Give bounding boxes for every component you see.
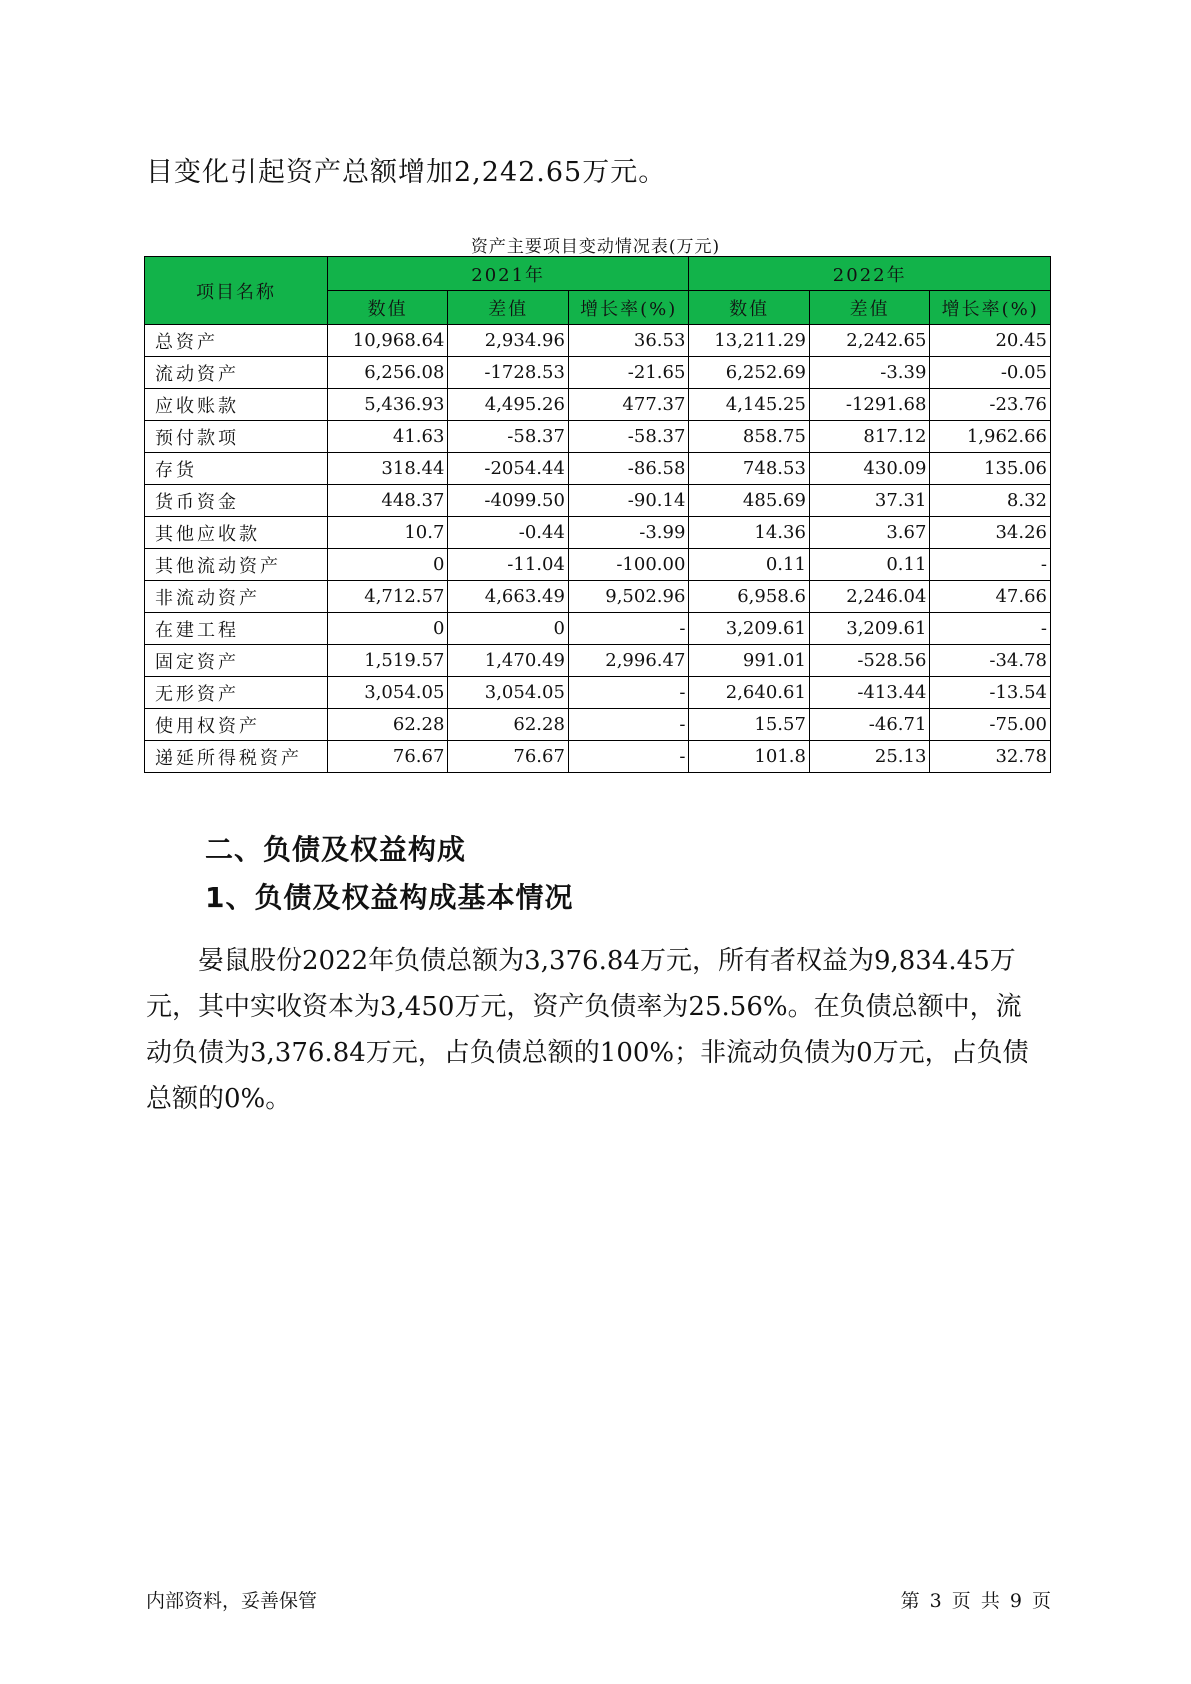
table-cell: 5,436.93 [327,389,448,421]
row-item-name: 递延所得税资产 [145,741,328,773]
header-difference: 差值 [809,291,930,325]
header-value: 数值 [327,291,448,325]
table-cell: -13.54 [930,677,1051,709]
row-item-name: 存货 [145,453,328,485]
table-cell: 3,054.05 [448,677,569,709]
table-cell: - [568,677,689,709]
table-cell: 62.28 [327,709,448,741]
table-cell: 318.44 [327,453,448,485]
table-cell: 62.28 [448,709,569,741]
table-cell: 76.67 [327,741,448,773]
table-body [145,325,1051,773]
footer-confidential-note: 内部资料，妥善保管 [146,1590,318,1612]
table-cell: 36.53 [568,325,689,357]
paragraph-line: 元，其中实收资本为3,450万元，资产负债率为25.56%。在负债总额中，流 [146,992,1022,1022]
row-item-name: 其他流动资产 [145,549,328,581]
table-row [145,709,1051,741]
table-cell: -11.04 [448,549,569,581]
table-cell: 14.36 [689,517,810,549]
table-row [145,613,1051,645]
table-cell: 3,209.61 [809,613,930,645]
section-heading: 二、负债及权益构成 [205,833,467,866]
table-cell: -1728.53 [448,357,569,389]
table-cell: 485.69 [689,485,810,517]
header-growth-rate: 增长率(%) [930,291,1051,325]
header-item-name: 项目名称 [145,257,328,325]
table-row [145,485,1051,517]
table-row [145,581,1051,613]
table-cell: 13,211.29 [689,325,810,357]
table-cell: 8.32 [930,485,1051,517]
table-cell: 4,663.49 [448,581,569,613]
table-cell: 430.09 [809,453,930,485]
table-cell: 4,145.25 [689,389,810,421]
table-cell: 2,934.96 [448,325,569,357]
table-cell: 76.67 [448,741,569,773]
table-cell: - [568,709,689,741]
paragraph-line: 总额的0%。 [146,1084,292,1114]
footer-page-number: 第 3 页 共 9 页 [900,1590,1051,1612]
table-row [145,741,1051,773]
table-row [145,357,1051,389]
table-cell: 135.06 [930,453,1051,485]
table-cell: -3.39 [809,357,930,389]
row-item-name: 非流动资产 [145,581,328,613]
table-cell: -0.05 [930,357,1051,389]
table-cell: - [568,613,689,645]
header-year-2021: 2021年 [327,257,689,291]
table-row [145,645,1051,677]
table-cell: -100.00 [568,549,689,581]
table-cell: -1291.68 [809,389,930,421]
table-cell: 2,246.04 [809,581,930,613]
header-year-2022: 2022年 [689,257,1051,291]
table-cell: 47.66 [930,581,1051,613]
table-row [145,421,1051,453]
table-cell: -58.37 [568,421,689,453]
table-cell: -90.14 [568,485,689,517]
table-cell: 9,502.96 [568,581,689,613]
body-paragraph [146,938,1051,1122]
intro-line: 目变化引起资产总额增加2,242.65万元。 [146,157,667,188]
table-cell: 6,958.6 [689,581,810,613]
header-difference: 差值 [448,291,569,325]
row-item-name: 流动资产 [145,357,328,389]
table-cell: 4,495.26 [448,389,569,421]
table-cell: 0 [327,613,448,645]
row-item-name: 应收账款 [145,389,328,421]
table-cell: 41.63 [327,421,448,453]
table-cell: 1,962.66 [930,421,1051,453]
subsection-heading: 1、负债及权益构成基本情况 [205,881,574,914]
table-cell: 15.57 [689,709,810,741]
table-caption: 资产主要项目变动情况表(万元) [470,237,721,257]
table-cell: 2,242.65 [809,325,930,357]
table-cell: 0 [327,549,448,581]
table-cell: -46.71 [809,709,930,741]
table-cell: -3.99 [568,517,689,549]
table-cell: 748.53 [689,453,810,485]
table-cell: 6,252.69 [689,357,810,389]
row-item-name: 其他应收款 [145,517,328,549]
table-cell: - [930,549,1051,581]
table-cell: -21.65 [568,357,689,389]
table-cell: 0 [448,613,569,645]
table-row [145,389,1051,421]
table-cell: 817.12 [809,421,930,453]
header-row-years [145,257,1051,291]
table-cell: -58.37 [448,421,569,453]
table-cell: -86.58 [568,453,689,485]
table-cell: -0.44 [448,517,569,549]
row-item-name: 使用权资产 [145,709,328,741]
table-cell: 4,712.57 [327,581,448,613]
asset-change-table [144,256,1051,773]
table-cell: -4099.50 [448,485,569,517]
table-cell: -34.78 [930,645,1051,677]
table-row [145,549,1051,581]
table-cell: 858.75 [689,421,810,453]
paragraph-line: 动负债为3,376.84万元，占负债总额的100%；非流动负债为0万元，占负债 [146,1038,1029,1068]
table-cell: 34.26 [930,517,1051,549]
table-cell: 3.67 [809,517,930,549]
table-cell: 3,054.05 [327,677,448,709]
table-cell: -75.00 [930,709,1051,741]
table-cell: 6,256.08 [327,357,448,389]
table-cell: 1,519.57 [327,645,448,677]
header-value: 数值 [689,291,810,325]
table-cell: 20.45 [930,325,1051,357]
table-cell: - [568,741,689,773]
row-item-name: 无形资产 [145,677,328,709]
paragraph-line: 晏鼠股份2022年负债总额为3,376.84万元，所有者权益为9,834.45万 [146,946,1016,976]
table-cell: -2054.44 [448,453,569,485]
row-item-name: 预付款项 [145,421,328,453]
row-item-name: 货币资金 [145,485,328,517]
table-cell: 10,968.64 [327,325,448,357]
table-cell: 25.13 [809,741,930,773]
row-item-name: 在建工程 [145,613,328,645]
table-row [145,517,1051,549]
header-growth-rate: 增长率(%) [568,291,689,325]
table-cell: 991.01 [689,645,810,677]
table-row [145,325,1051,357]
row-item-name: 固定资产 [145,645,328,677]
table-cell: -528.56 [809,645,930,677]
table-cell: 448.37 [327,485,448,517]
table-cell: 477.37 [568,389,689,421]
table-cell: 101.8 [689,741,810,773]
table-cell: -413.44 [809,677,930,709]
table-row [145,677,1051,709]
table-cell: 0.11 [689,549,810,581]
table-cell: 1,470.49 [448,645,569,677]
table-cell: 32.78 [930,741,1051,773]
row-item-name: 总资产 [145,325,328,357]
table-cell: 2,996.47 [568,645,689,677]
table-cell: 37.31 [809,485,930,517]
table-cell: 10.7 [327,517,448,549]
table-row [145,453,1051,485]
table-cell: - [930,613,1051,645]
table-cell: 2,640.61 [689,677,810,709]
table-cell: -23.76 [930,389,1051,421]
table-cell: 0.11 [809,549,930,581]
table-cell: 3,209.61 [689,613,810,645]
